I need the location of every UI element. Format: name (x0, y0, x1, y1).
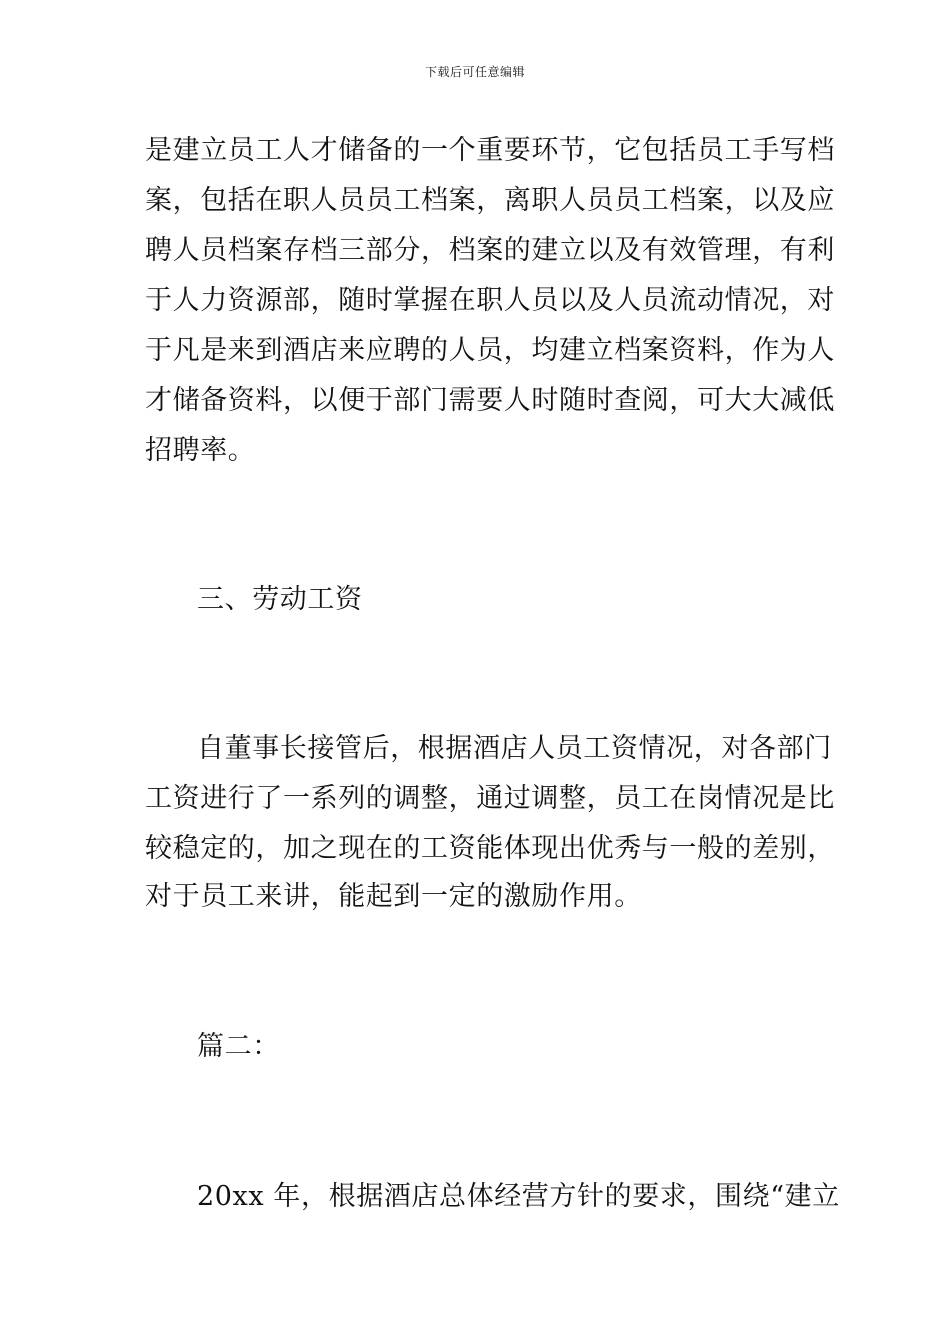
heading-line: 三、劳动工资 (197, 584, 363, 615)
text-line: 自董事长接管后，根据酒店人员工资情况，对各部门 (197, 733, 832, 764)
text-line: 才储备资料，以便于部门需要人时随时查阅，可大大减低 (145, 385, 835, 416)
text-line: 20xx 年，根据酒店总体经营方针的要求，围绕“建立 (197, 1181, 840, 1212)
text-line: 案，包括在职人员员工档案，离职人员员工档案，以及应 (145, 185, 835, 216)
page-header: 下载后可任意编辑 (424, 65, 525, 79)
text-line: 聘人员档案存档三部分，档案的建立以及有效管理，有利 (145, 235, 835, 266)
text-line: 较稳定的，加之现在的工资能体现出优秀与一般的差别， (145, 833, 835, 864)
text-line: 对于员工来讲，能起到一定的激励作用。 (145, 881, 642, 912)
text-line: 工资进行了一系列的调整，通过调整，员工在岗情况是比 (145, 783, 835, 814)
text-line: 于人力资源部，随时掌握在职人员以及人员流动情况，对 (145, 285, 835, 316)
heading-line: 篇二： (197, 1031, 280, 1062)
text-line: 招聘率。 (145, 435, 256, 466)
text-line: 于凡是来到酒店来应聘的人员，均建立档案资料，作为人 (145, 335, 835, 366)
text-line: 是建立员工人才储备的一个重要环节，它包括员工手写档 (145, 135, 835, 166)
